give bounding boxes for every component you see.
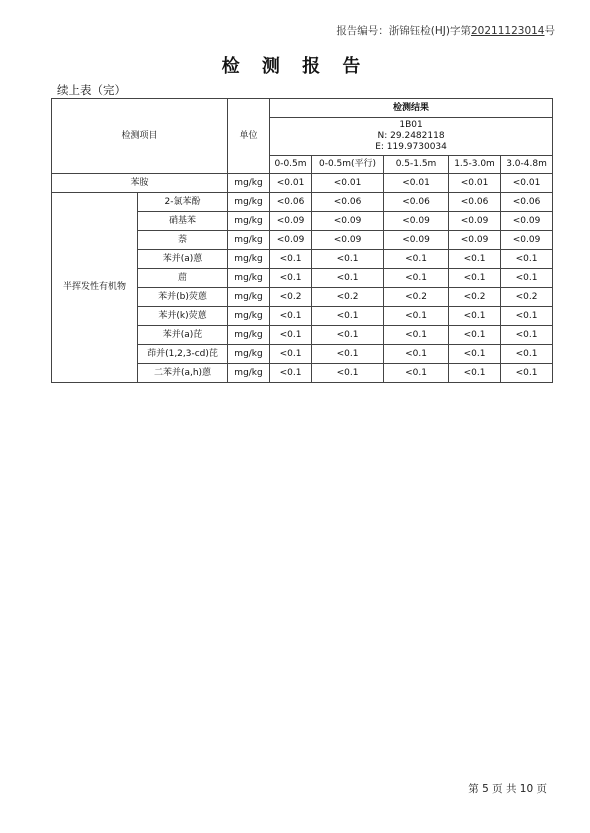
page-number: 第 5 页 共 10 页 xyxy=(468,783,547,795)
result-value: <0.09 xyxy=(384,231,449,250)
continued-label: 续上表（完） xyxy=(57,83,126,97)
item-name: 硝基苯 xyxy=(138,212,228,231)
result-value: <0.1 xyxy=(384,364,449,383)
result-value: <0.2 xyxy=(501,288,553,307)
item-unit: mg/kg xyxy=(228,307,270,326)
item-unit: mg/kg xyxy=(228,288,270,307)
result-value: <0.1 xyxy=(384,326,449,345)
result-value: <0.1 xyxy=(312,307,384,326)
sample-id: 1B01 xyxy=(399,120,423,130)
item-name: 茚并(1,2,3-cd)芘 xyxy=(138,345,228,364)
report-number-value: 20211123014 xyxy=(471,25,545,37)
item-name: 2-氯苯酚 xyxy=(138,193,228,212)
result-value: <0.2 xyxy=(270,288,312,307)
result-value: <0.1 xyxy=(501,326,553,345)
item-unit: mg/kg xyxy=(228,231,270,250)
result-value: <0.1 xyxy=(501,364,553,383)
item-unit: mg/kg xyxy=(228,345,270,364)
item-unit: mg/kg xyxy=(228,364,270,383)
result-value: <0.1 xyxy=(312,269,384,288)
result-value: <0.09 xyxy=(312,212,384,231)
result-value: <0.01 xyxy=(270,174,312,193)
depth-header: 0-0.5m(平行) xyxy=(312,156,384,174)
result-value: <0.1 xyxy=(312,326,384,345)
result-value: <0.1 xyxy=(384,307,449,326)
result-value: <0.1 xyxy=(270,364,312,383)
depth-header: 3.0-4.8m xyxy=(501,156,553,174)
coord-n: N: 29.2482118 xyxy=(377,131,445,141)
result-value: <0.06 xyxy=(501,193,553,212)
depth-header: 1.5-3.0m xyxy=(449,156,501,174)
item-name: 二苯并(a,h)蒽 xyxy=(138,364,228,383)
result-value: <0.1 xyxy=(384,269,449,288)
result-value: <0.1 xyxy=(449,269,501,288)
result-value: <0.2 xyxy=(312,288,384,307)
item-name: 䓛 xyxy=(138,269,228,288)
result-value: <0.09 xyxy=(384,212,449,231)
item-name: 萘 xyxy=(138,231,228,250)
result-value: <0.1 xyxy=(449,345,501,364)
result-value: <0.1 xyxy=(270,345,312,364)
header-unit: 单位 xyxy=(228,99,270,174)
result-value: <0.06 xyxy=(270,193,312,212)
item-unit: mg/kg xyxy=(228,193,270,212)
result-value: <0.2 xyxy=(384,288,449,307)
result-value: <0.2 xyxy=(449,288,501,307)
result-value: <0.09 xyxy=(501,212,553,231)
result-value: <0.1 xyxy=(312,345,384,364)
result-value: <0.06 xyxy=(384,193,449,212)
result-value: <0.1 xyxy=(270,269,312,288)
result-value: <0.09 xyxy=(270,212,312,231)
result-value: <0.06 xyxy=(312,193,384,212)
result-value: <0.01 xyxy=(501,174,553,193)
result-value: <0.01 xyxy=(449,174,501,193)
item-name: 苯并(a)芘 xyxy=(138,326,228,345)
depth-header: 0.5-1.5m xyxy=(384,156,449,174)
result-value: <0.1 xyxy=(501,269,553,288)
table-row xyxy=(52,193,553,212)
result-value: <0.09 xyxy=(270,231,312,250)
header-result: 检测结果 xyxy=(270,99,553,118)
result-value: <0.1 xyxy=(449,364,501,383)
table-row xyxy=(52,174,553,193)
depth-header: 0-0.5m xyxy=(270,156,312,174)
result-value: <0.01 xyxy=(312,174,384,193)
result-value: <0.01 xyxy=(384,174,449,193)
item-name: 苯并(a)蒽 xyxy=(138,250,228,269)
item-unit: mg/kg xyxy=(228,174,270,193)
group-label: 半挥发性有机物 xyxy=(52,193,138,383)
item-unit: mg/kg xyxy=(228,269,270,288)
results-table xyxy=(51,98,553,383)
result-value: <0.09 xyxy=(501,231,553,250)
item-name: 苯胺 xyxy=(52,174,228,193)
result-value: <0.1 xyxy=(501,250,553,269)
result-value: <0.1 xyxy=(270,326,312,345)
sample-info xyxy=(270,118,553,156)
result-value: <0.1 xyxy=(501,345,553,364)
header-item: 检测项目 xyxy=(52,99,228,174)
report-number xyxy=(336,23,555,38)
result-value: <0.1 xyxy=(449,307,501,326)
result-value: <0.1 xyxy=(501,307,553,326)
result-value: <0.1 xyxy=(312,364,384,383)
item-unit: mg/kg xyxy=(228,250,270,269)
item-unit: mg/kg xyxy=(228,326,270,345)
item-name: 苯并(k)荧蒽 xyxy=(138,307,228,326)
result-value: <0.1 xyxy=(270,307,312,326)
result-value: <0.06 xyxy=(449,193,501,212)
result-value: <0.1 xyxy=(384,345,449,364)
result-value: <0.1 xyxy=(312,250,384,269)
result-value: <0.09 xyxy=(449,231,501,250)
report-number-prefix: 报告编号：浙锦钰检(HJ)字第 xyxy=(336,25,471,37)
result-value: <0.09 xyxy=(312,231,384,250)
item-name: 苯并(b)荧蒽 xyxy=(138,288,228,307)
coord-e: E: 119.9730034 xyxy=(375,142,447,152)
report-number-suffix: 号 xyxy=(544,25,555,37)
result-value: <0.09 xyxy=(449,212,501,231)
result-value: <0.1 xyxy=(270,250,312,269)
result-value: <0.1 xyxy=(449,326,501,345)
result-value: <0.1 xyxy=(384,250,449,269)
page-title: 检 测 报 告 xyxy=(221,56,369,77)
item-unit: mg/kg xyxy=(228,212,270,231)
result-value: <0.1 xyxy=(449,250,501,269)
